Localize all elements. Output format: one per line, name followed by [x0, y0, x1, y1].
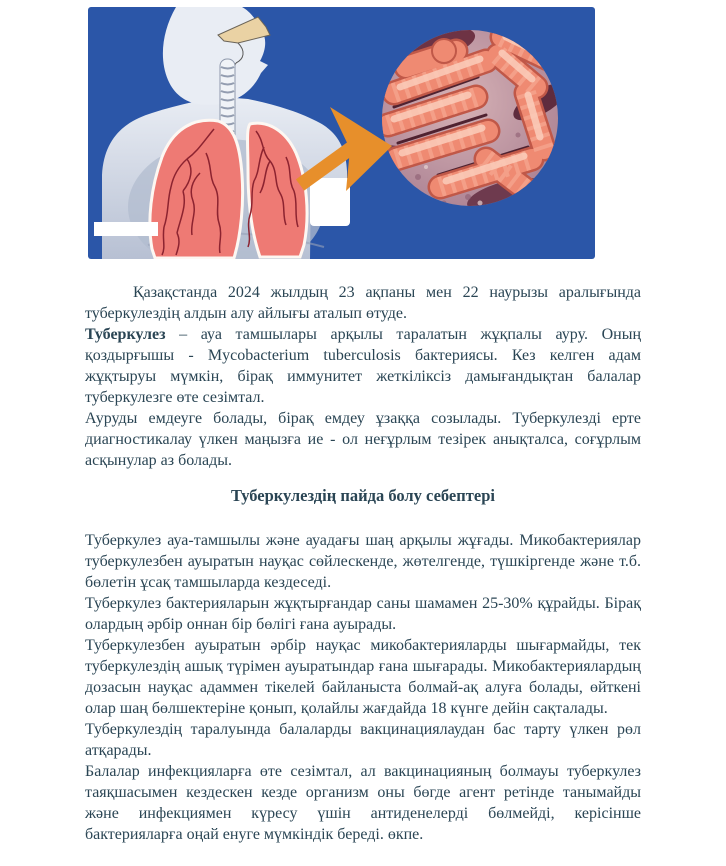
hero-illustration [88, 7, 595, 259]
paragraph-definition [85, 324, 641, 408]
definition-text: – ауа тамшылары арқылы таралатын жұқпалы ауру. Оның қоздырғышы - Mycobacterium tuberculosis бактериясы. Кез келген адам жұқтыруы мүмкін, бірақ иммунитет жеткіліксіз дамығандықтан балалар туберкулезге өте сезімтал. [85, 326, 641, 406]
article-body [85, 282, 641, 845]
paragraph-intro: Қазақстанда 2024 жылдың 23 ақпаны мен 22 наурызы аралығында туберкулездің алдын алу айлығы аталып өтуде. [85, 284, 641, 322]
paragraph-vaccination-role: Туберкулездің таралуында балаларды вакцинациялаудан бас тарту үлкен рөл атқарады. [85, 721, 641, 759]
paragraph-treatment: Ауруды емдеуге болады, бірақ емдеу ұзаққа созылады. Туберкулезді ерте диагностикалау үлкен маңызға ие - ол неғұрлым тезірек анықталса, соғұрлым асқынулар аз болады. [85, 410, 641, 469]
paragraph-statistics: Туберкулез бактерияларын жұқтырғандар саны шамамен 25-30% құрайды. Бірақ олардың әрбір оннан бір бөлігі ғана ауырады. [85, 595, 641, 633]
paragraph-children: Балалар инфекцияларға өте сезімтал, ал вакцинацияның болмауы туберкулез таяқшасымен кездескен кезде организм оны бөгде агент ретінде танымайды және инфекциямен күресу үшін антиденелерді бөлмейді, керісінше бактерияларға оңай енуге мүмкіндік береді. өкпе. [85, 763, 641, 843]
section-heading: Туберкулездің пайда болу себептері [231, 486, 495, 505]
paragraph-transmission: Туберкулез ауа-тамшылы және ауадағы шаң арқылы жұғады. Микобактериялар туберкулезбен ауыратын науқас сөйлескенде, жөтелгенде, түшкіргенде және т.б. бөлетін ұсақ тамшыларда кездеседі. [85, 532, 641, 591]
left-arm-cut [94, 222, 158, 236]
definition-term: Туберкулез [85, 326, 166, 343]
paragraph-carriers: Туберкулезбен ауыратын әрбір науқас микобактерияларды шығармайды, тек туберкулездің ашық түрімен ауыратындар ғана шығарады. Микобактериялардың дозасын науқас адаммен тікелей байланыста болмай-ақ алуға болады, өйткені олар шаң бөлшектеріне қонып, қолайлы жағдайда 18 күнге дейін сақталады. [85, 637, 641, 717]
right-arm-cut [310, 178, 350, 226]
